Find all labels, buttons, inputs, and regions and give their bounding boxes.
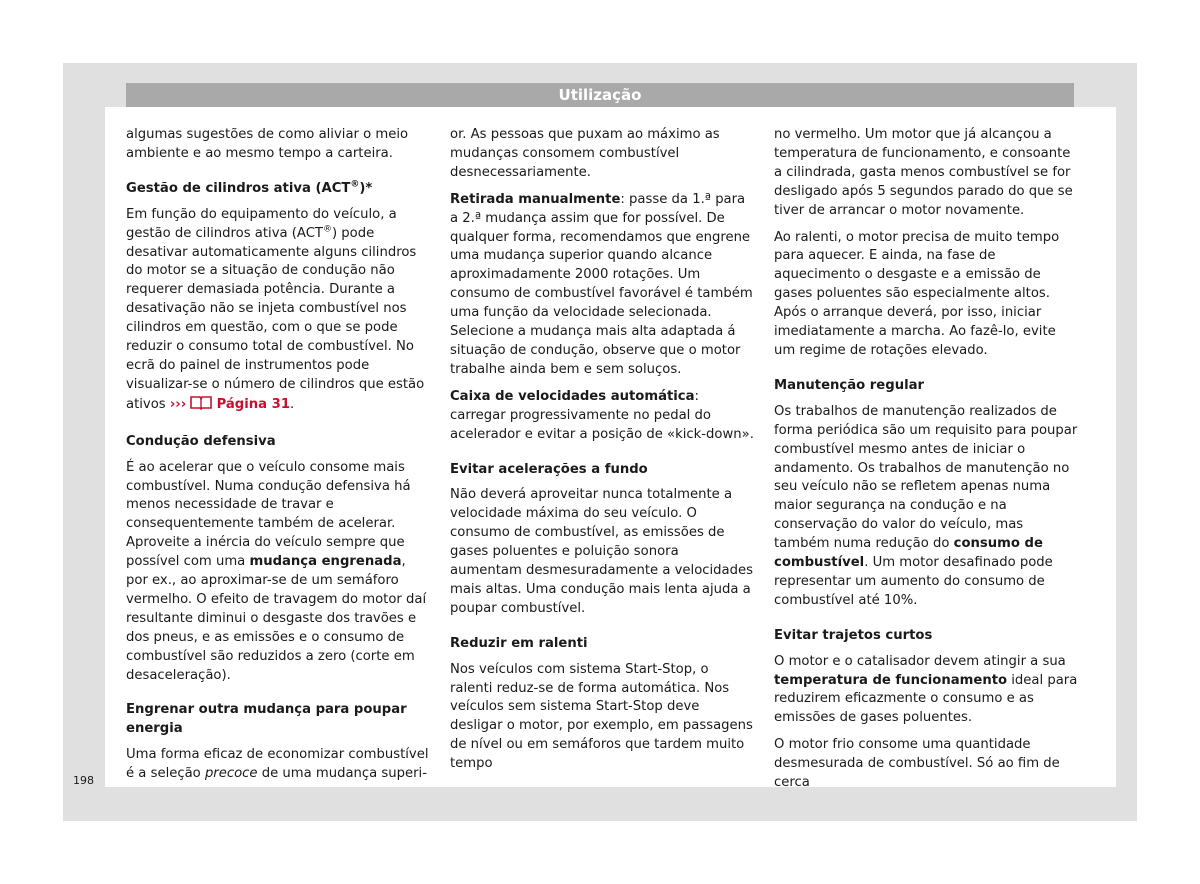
heading-trajetos: Evitar trajetos curtos [774, 627, 933, 643]
paragraph: algumas sugestões de como aliviar o meio ambiente e ao mesmo tempo a carteira. [126, 127, 409, 161]
paragraph-evitar: Não deverá aproveitar nunca totalmente a velocidade máxima do seu veículo. O consumo de combustível, as emissões de gases poluentes e poluição sonora aumentam desmesuradamente a velocidades mais altas. Uma condução mais lenta ajuda a poupar combustível. [450, 487, 753, 616]
paragraph-retirada: Retirada manualmente: passe da 1.ª para a 2.ª mudança assim que for possível. De qualquer forma, recomendamos que engrene uma mudança superior quando alcance aproximadamente 2000 rotações. Um consumo de combustível favorável é também uma função da velocidade selecionada. Selecione a mudança mais alta adaptada á situação de condução, observe que o motor trabalhe ainda bem e sem soluços. [450, 191, 753, 377]
section-header: Utilização [126, 83, 1074, 107]
paragraph: no vermelho. Um motor que já alcançou a temperatura de funcionamento, e consoante a cilindrada, gasta menos combustível se for desligado após 5 segundos parado do que se tiver de arrancar o motor novamente. [774, 127, 1073, 218]
arrows-icon: ››› [169, 396, 187, 412]
page-number: 198 [73, 774, 94, 787]
paragraph-caixa: Caixa de velocidades automática: carregar progressivamente no pedal do acelerador e evitar a posição de «kick-down». [450, 388, 754, 442]
column-3 [774, 126, 1078, 793]
paragraph-manutencao: Os trabalhos de manutenção realizados de forma periódica são um requisito para poupar combustível mesmo antes de iniciar o andamento. Os trabalhos de manutenção no seu veículo não se refletem apenas numa maior segurança na condução e na conservação do valor do veículo, mas também numa redução do consumo de combustível. Um motor desafinado pode representar um aumento do consumo de combustível até 10%. [774, 403, 1078, 608]
heading-ralenti: Reduzir em ralenti [450, 635, 588, 651]
heading-manutencao: Manutenção regular [774, 377, 925, 393]
paragraph: or. As pessoas que puxam ao máximo as mudanças consomem combustível desnecessariamente. [450, 127, 720, 180]
paragraph-act: Em função do equipamento do veículo, a gestão de cilindros ativa (ACT®) pode desativar automaticamente alguns cilindros do motor se a situação de condução não requerer demasiada potência. Durante a desativação não se injeta combustível nos cilindros em questão, com o que se pode reduzir o consumo total de combustível. No ecrã do painel de instrumentos pode visualizar-se o número de cilindros que estão ativos ››› Página 31. [126, 206, 430, 417]
paragraph: Ao ralenti, o motor precisa de muito tempo para aquecer. E ainda, na fase de aquecimento o desgaste e a emissão de gases poluentes são especialmente altos. Após o arranque deverá, por isso, iniciar imediatamente a marcha. Ao fazê-lo, evite um regime de rotações elevado. [774, 229, 1060, 358]
column-1 [126, 126, 430, 784]
column-2 [450, 126, 754, 774]
heading-engrenar: Engrenar outra mudança para poupar energia [126, 702, 407, 737]
book-icon [190, 395, 212, 417]
paragraph-trajetos: O motor e o catalisador devem atingir a sua temperatura de funcionamento ideal para reduzirem eficazmente o consumo e as emissões de gases poluentes. [774, 653, 1078, 726]
paragraph-frio: O motor frio consome uma quantidade desmesurada de combustível. Só ao fim de cerca [774, 737, 1060, 791]
heading-evitar: Evitar acelerações a fundo [450, 461, 648, 477]
paragraph-ralenti: Nos veículos com sistema Start-Stop, o ralenti reduz-se de forma automática. Nos veículos sem sistema Start-Stop deve desligar o motor, por exemplo, em passagens de nível ou em semáforos que tardem muito tempo [450, 661, 753, 772]
page-link[interactable]: Página 31 [216, 396, 290, 412]
heading-defensiva: Condução defensiva [126, 433, 276, 449]
paragraph-engrenar: Uma forma eficaz de economizar combustível é a seleção precoce de uma mudança superi- [126, 747, 429, 782]
paragraph-defensiva: É ao acelerar que o veículo consome mais combustível. Numa condução defensiva há menos necessidade de travar e consequentemente também de acelerar. Aproveite a inércia do veículo sempre que possível com uma mudança engrenada, por ex., ao aproximar-se de um semáforo vermelho. O efeito de travagem do motor daí resultante diminui o desgaste dos travões e dos pneus, e as emissões e o consumo de combustível são reduzidos a zero (corte em desaceleração). [126, 459, 427, 683]
heading-act: Gestão de cilindros ativa (ACT®)* [126, 179, 373, 196]
